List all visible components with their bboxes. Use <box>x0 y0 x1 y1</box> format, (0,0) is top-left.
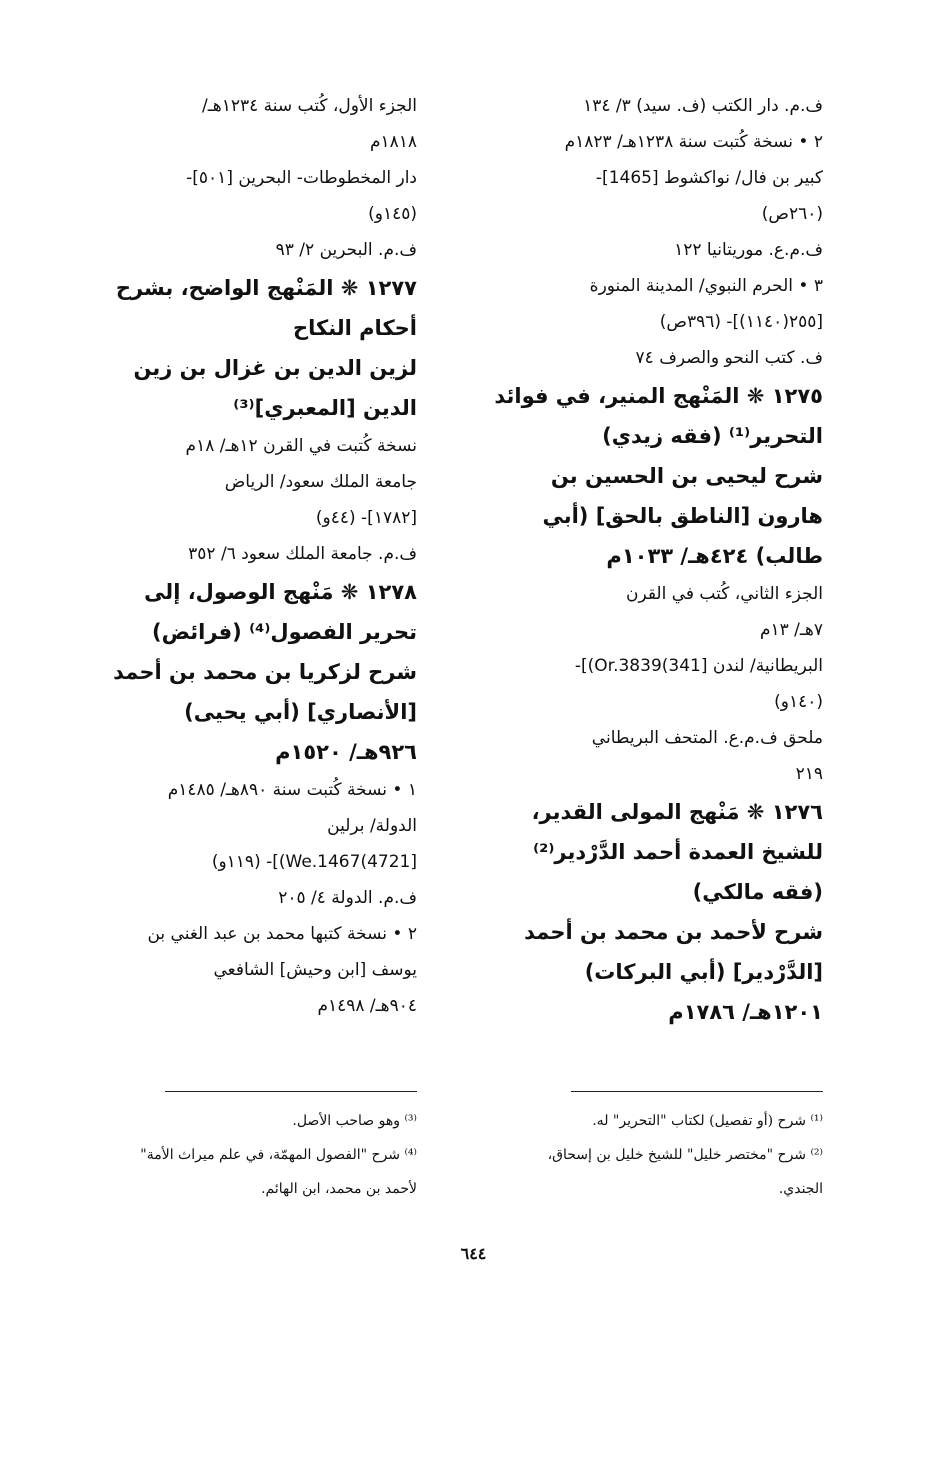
footnote-divider <box>165 1091 417 1092</box>
entry-heading-line: ١٢٠١هـ/ ١٧٨٦م <box>668 1000 823 1024</box>
footnote: ⁽²⁾ شرح "مختصر خليل" للشيخ خليل بن إسحاق، <box>547 1147 823 1163</box>
footnote: ⁽⁴⁾ شرح "الفصول المهمّة، في علم ميراث الأمة" <box>140 1147 417 1163</box>
footnote: الجندي. <box>778 1181 823 1197</box>
entry-heading-line: ١٢٧٦ ❋ مَنْهج المولى القدير، <box>531 800 823 824</box>
entry-heading-line: [الدَّرْدير] (أبي البركات) <box>584 960 823 984</box>
text-line: ٩٠٤هـ/ ١٤٩٨م <box>317 996 417 1016</box>
text-line: ملحق ف.م.ع. المتحف البريطاني <box>591 728 823 748</box>
text-line: ف.م. الدولة ٤/ ٢٠٥ <box>278 888 417 908</box>
text-line: [4721)We.1467)]- (١١٩و) <box>211 852 417 872</box>
entry-heading-line: ١٢٧٧ ❋ المَنْهج الواضح، بشرح <box>115 276 417 300</box>
text-line: الدولة/ برلين <box>327 816 417 836</box>
entry-heading-line: ١٢٧٥ ❋ المَنْهج المنير، في فوائد <box>494 384 823 408</box>
text-line: [٢٥٥(١١٤٠)]- (٣٩٦ص) <box>659 312 823 332</box>
text-line: ف.م. جامعة الملك سعود ٦/ ٣٥٢ <box>188 544 417 564</box>
entry-heading-line: شرح لأحمد بن محمد بن أحمد <box>524 920 823 944</box>
entry-heading-line: التحرير⁽¹⁾ (فقه زيدي) <box>602 424 823 448</box>
text-line: ١٨١٨م <box>369 132 417 152</box>
text-line: (١٤٠و) <box>774 692 823 712</box>
text-line: (٢٦٠ص) <box>761 204 823 224</box>
entry-heading-line: شرح لزكريا بن محمد بن أحمد <box>113 660 417 684</box>
text-line: ف. كتب النحو والصرف ٧٤ <box>635 348 823 368</box>
entry-heading-line: هارون [الناطق بالحق] (أبي <box>542 504 823 528</box>
footnotes-right <box>491 1104 823 1206</box>
footnotes-left <box>101 1104 417 1206</box>
text-line: (١٤٥و) <box>368 204 417 224</box>
text-line: ٣ • الحرم النبوي/ المدينة المنورة <box>589 276 823 296</box>
text-line: نسخة كُتبت في القرن ١٢هـ/ ١٨م <box>185 436 417 456</box>
entry-heading-line: طالب) ٤٢٤هـ/ ١٠٣٣م <box>606 544 823 568</box>
footnote-divider <box>571 1091 823 1092</box>
text-line: جامعة الملك سعود/ الرياض <box>224 472 417 492</box>
text-line: دار المخطوطات- البحرين [٥٠١]- <box>186 168 417 188</box>
entry-heading-line: [الأنصاري] (أبي يحيى) <box>184 700 417 724</box>
text-line: ٢١٩ <box>795 764 823 784</box>
text-line: الجزء الأول، كُتب سنة ١٢٣٤هـ/ <box>202 96 417 116</box>
entry-heading-line: ٩٢٦هـ/ ١٥٢٠م <box>275 740 417 764</box>
entry-heading-line: شرح ليحيى بن الحسين بن <box>550 464 823 488</box>
entry-heading-line: لزين الدين بن غزال بن زين <box>133 356 417 380</box>
text-line: ٢ • نسخة كتبها محمد بن عبد الغني بن <box>147 924 417 944</box>
entry-heading-line: للشيخ العمدة أحمد الدَّرْدير⁽²⁾ <box>533 840 823 864</box>
left-column <box>101 88 417 1024</box>
entry-heading-line: الدين [المعبري]⁽³⁾ <box>233 396 417 420</box>
text-line: ف.م. البحرين ٢/ ٩٣ <box>275 240 417 260</box>
text-line: البريطانية/ لندن [341)Or.3839)]- <box>574 656 823 676</box>
text-line: كبير بن فال/ نواكشوط [1465]- <box>595 168 823 188</box>
text-line: ف.م.ع. موريتانيا ١٢٢ <box>674 240 823 260</box>
text-line: ف.م. دار الكتب (ف. سيد) ٣/ ١٣٤ <box>583 96 823 116</box>
entry-heading-line: ١٢٧٨ ❋ مَنْهج الوصول، إلى <box>144 580 417 604</box>
text-line: [١٧٨٢]- (٤٤و) <box>315 508 417 528</box>
text-line: ٢ • نسخة كُتبت سنة ١٢٣٨هـ/ ١٨٢٣م <box>564 132 823 152</box>
footnote: ⁽³⁾ وهو صاحب الأصل. <box>292 1113 417 1129</box>
text-line: الجزء الثاني، كُتب في القرن <box>625 584 823 604</box>
text-line: ٧هـ/ ١٣م <box>759 620 823 640</box>
text-line: ١ • نسخة كُتبت سنة ٨٩٠هـ/ ١٤٨٥م <box>167 780 417 800</box>
footnote: لأحمد بن محمد، ابن الهائم. <box>261 1181 417 1197</box>
right-column <box>491 88 823 1032</box>
text-line: يوسف [ابن وحيش] الشافعي <box>213 960 417 980</box>
entry-heading-line: أحكام النكاح <box>292 316 417 340</box>
entry-heading-line: (فقه مالكي) <box>692 880 823 904</box>
page-number: ٦٤٤ <box>460 1244 487 1263</box>
entry-heading-line: تحرير الفصول⁽⁴⁾ (فرائض) <box>152 620 417 644</box>
footnote: ⁽¹⁾ شرح (أو تفصيل) لكتاب "التحرير" له. <box>592 1113 823 1129</box>
